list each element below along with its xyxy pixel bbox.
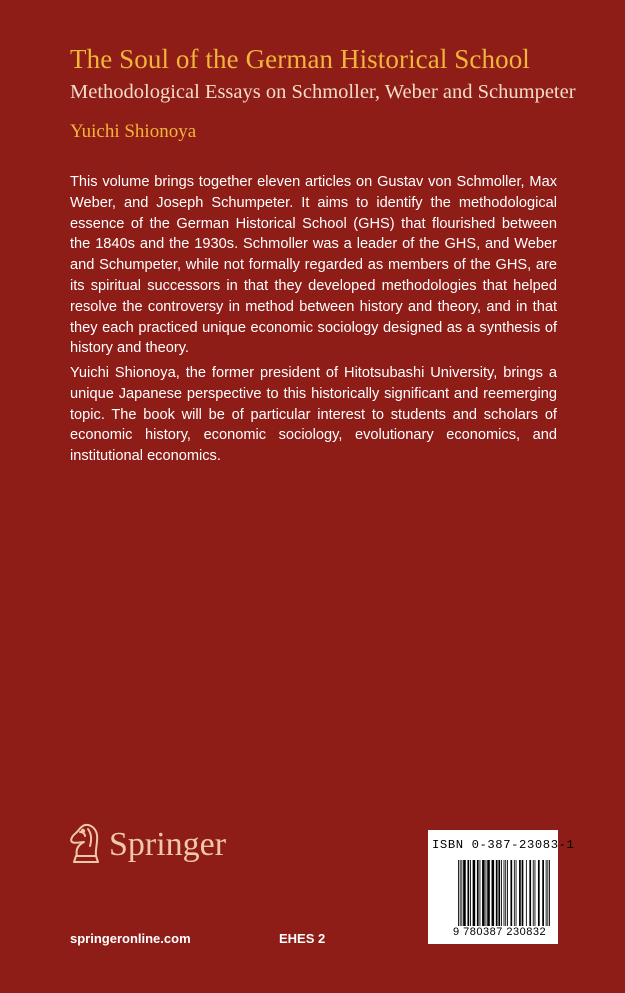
series-code: EHES 2: [279, 931, 326, 946]
barcode-bar: [463, 860, 466, 926]
book-title: The Soul of the German Historical School: [70, 44, 530, 74]
publisher-name: Springer: [109, 826, 227, 863]
barcode-bar: [542, 860, 544, 926]
barcode-bar: [470, 860, 471, 926]
barcode-bar: [492, 860, 495, 926]
isbn-barcode-panel: [428, 830, 575, 944]
barcode-bar: [519, 860, 521, 926]
blurb-paragraph-1: This volume brings together eleven articles on Gustav von Schmoller, Max Weber, and Joseph Schumpeter. It aims to identify the methodological essence of the German Historical School (GHS) that flourished between the 1840s and the 1930s. Schmoller was a leader of the GHS, and Weber and Schumpeter, while not formally regarded as members of the GHS, are its spiritual successors in that they developed methodologies that helped resolve the controversy in method between history and theory, and in that they each practiced unique economic sociology designed as a synthesis of history and theory.: [70, 174, 557, 357]
publisher-website: springeronline.com: [70, 931, 191, 946]
blurb-paragraph-2: Yuichi Shionoya, the former president of Hitotsubashi University, brings a unique Japanese perspective to this historically significant and reemerging topic. The book will be of particular interest to students and scholars of economic history, economic sociology, evolutionary economics, and institutional economics.: [70, 365, 557, 465]
barcode-bar: [504, 860, 505, 926]
barcode-bar: [535, 860, 536, 926]
isbn-label: ISBN 0-387-23083-1: [432, 838, 575, 852]
publisher-logo: [66, 820, 246, 870]
barcode-bar: [549, 860, 550, 926]
barcode-digits: 9 780387 230832: [453, 926, 547, 938]
barcode-bar: [498, 860, 500, 926]
barcode-bars: [458, 860, 550, 930]
barcode-bar: [529, 860, 531, 926]
barcode-bar: [507, 860, 508, 926]
barcode-bar: [516, 860, 517, 926]
barcode-bar: [460, 860, 461, 926]
barcode-bar: [477, 860, 479, 926]
barcode-bar: [467, 860, 469, 926]
barcode-bar: [486, 860, 487, 926]
barcode-bar: [458, 860, 459, 926]
barcode-bar: [533, 860, 534, 926]
barcode-bar: [461, 860, 462, 926]
barcode-bar: [480, 860, 481, 926]
barcode-bar: [538, 860, 540, 926]
book-author: Yuichi Shionoya: [70, 121, 197, 142]
barcode-bar: [501, 860, 502, 926]
barcode-bar: [514, 860, 515, 926]
barcode-bar: [526, 860, 527, 926]
barcode-bar: [482, 860, 485, 926]
barcode-bar: [522, 860, 524, 926]
barcode-bar: [496, 860, 498, 926]
knight-chess-piece-icon: [66, 820, 106, 866]
barcode-bar: [546, 860, 547, 926]
barcode-bar: [547, 860, 548, 926]
barcode-bar: [505, 860, 506, 926]
barcode-bar: [510, 860, 512, 926]
barcode-bar: [473, 860, 476, 926]
barcode-bar: [487, 860, 490, 926]
book-subtitle: Methodological Essays on Schmoller, Weber and Schumpeter: [70, 81, 576, 103]
